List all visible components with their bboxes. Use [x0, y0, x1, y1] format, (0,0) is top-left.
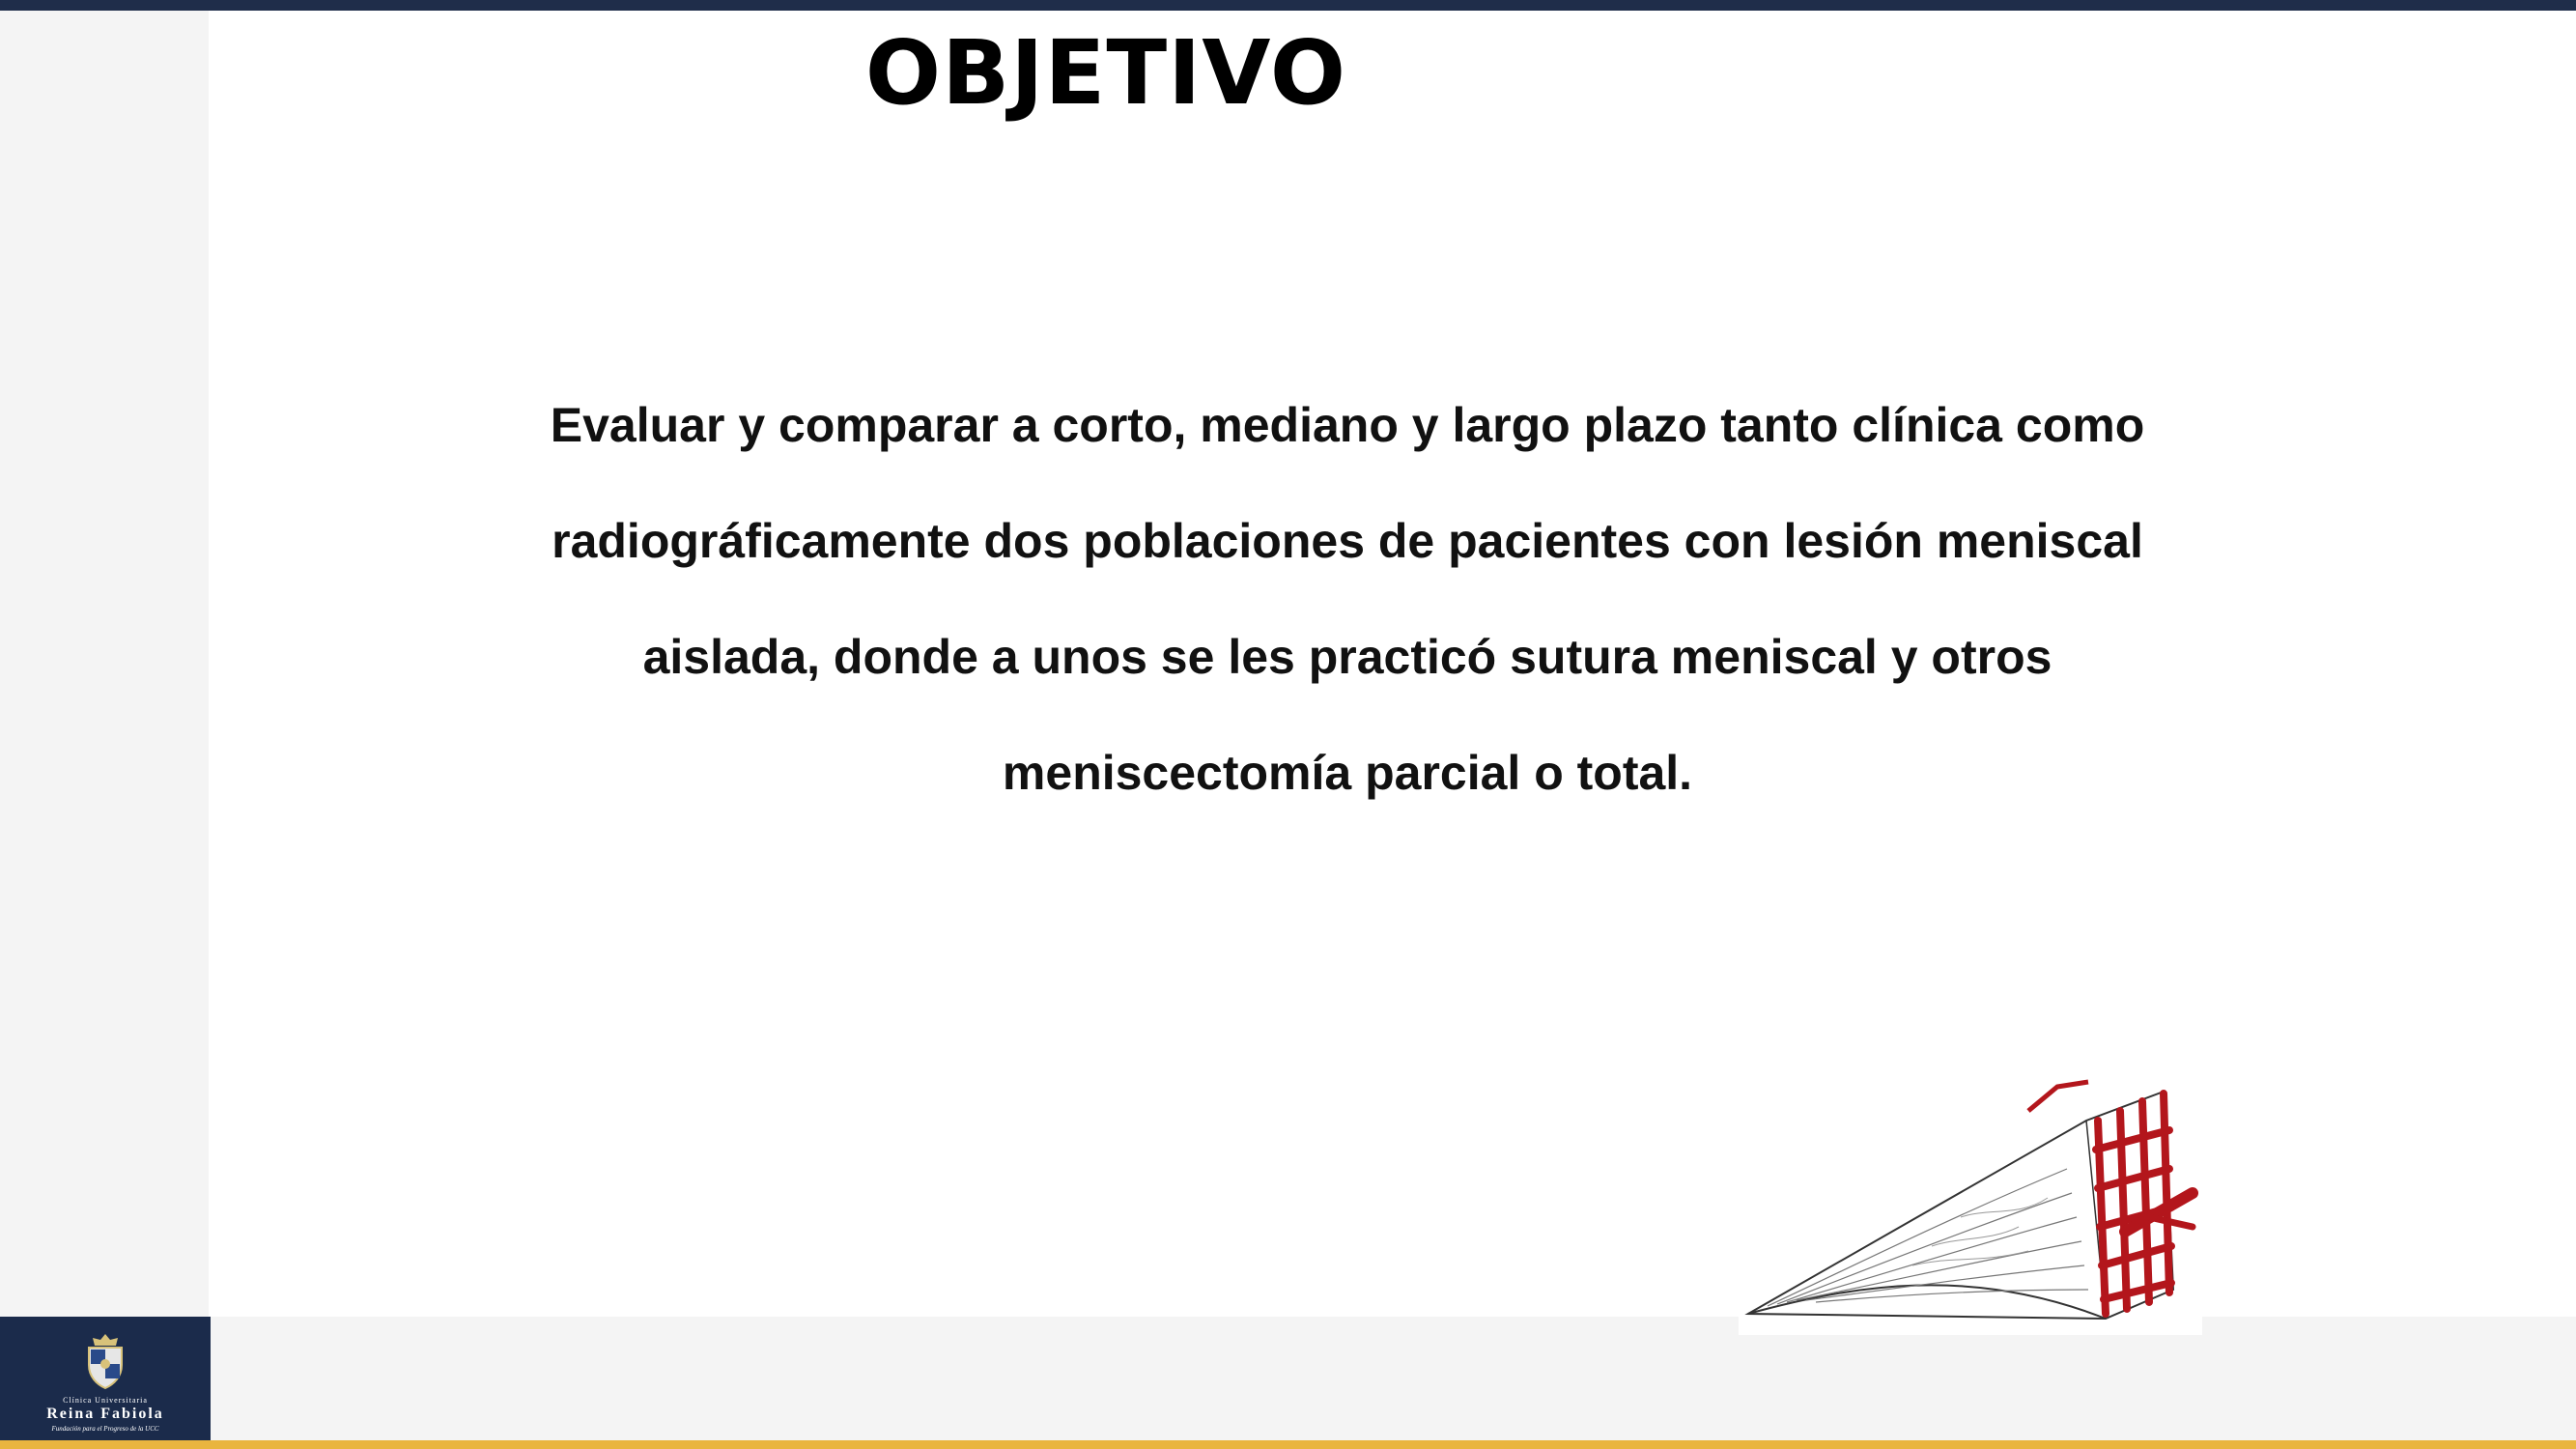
top-accent-bar [0, 0, 2576, 11]
logo-line-name: Reina Fabiola [46, 1406, 164, 1422]
objective-paragraph: Evaluar y comparar a corto, mediano y largo plazo tanto clínica como radiográficamente dos poblaciones de pacientes con lesión meniscal aislada, donde a unos se les practicó sutura meniscal y otros meniscectomía parcial o total. [550, 398, 2145, 800]
meniscus-vascular-anatomy-illustration [1739, 1072, 2202, 1335]
slide-title: OBJETIVO [864, 21, 1347, 125]
footer-accent-line [0, 1440, 2576, 1449]
crest-icon [75, 1332, 135, 1390]
logo-line-university: Clínica Universitaria [63, 1396, 148, 1405]
left-margin-strip [0, 11, 209, 1317]
logo-line-foundation: Fundación para el Progreso de la UCC [51, 1425, 159, 1433]
footer-band [0, 1317, 2576, 1440]
institution-logo [0, 1317, 211, 1440]
